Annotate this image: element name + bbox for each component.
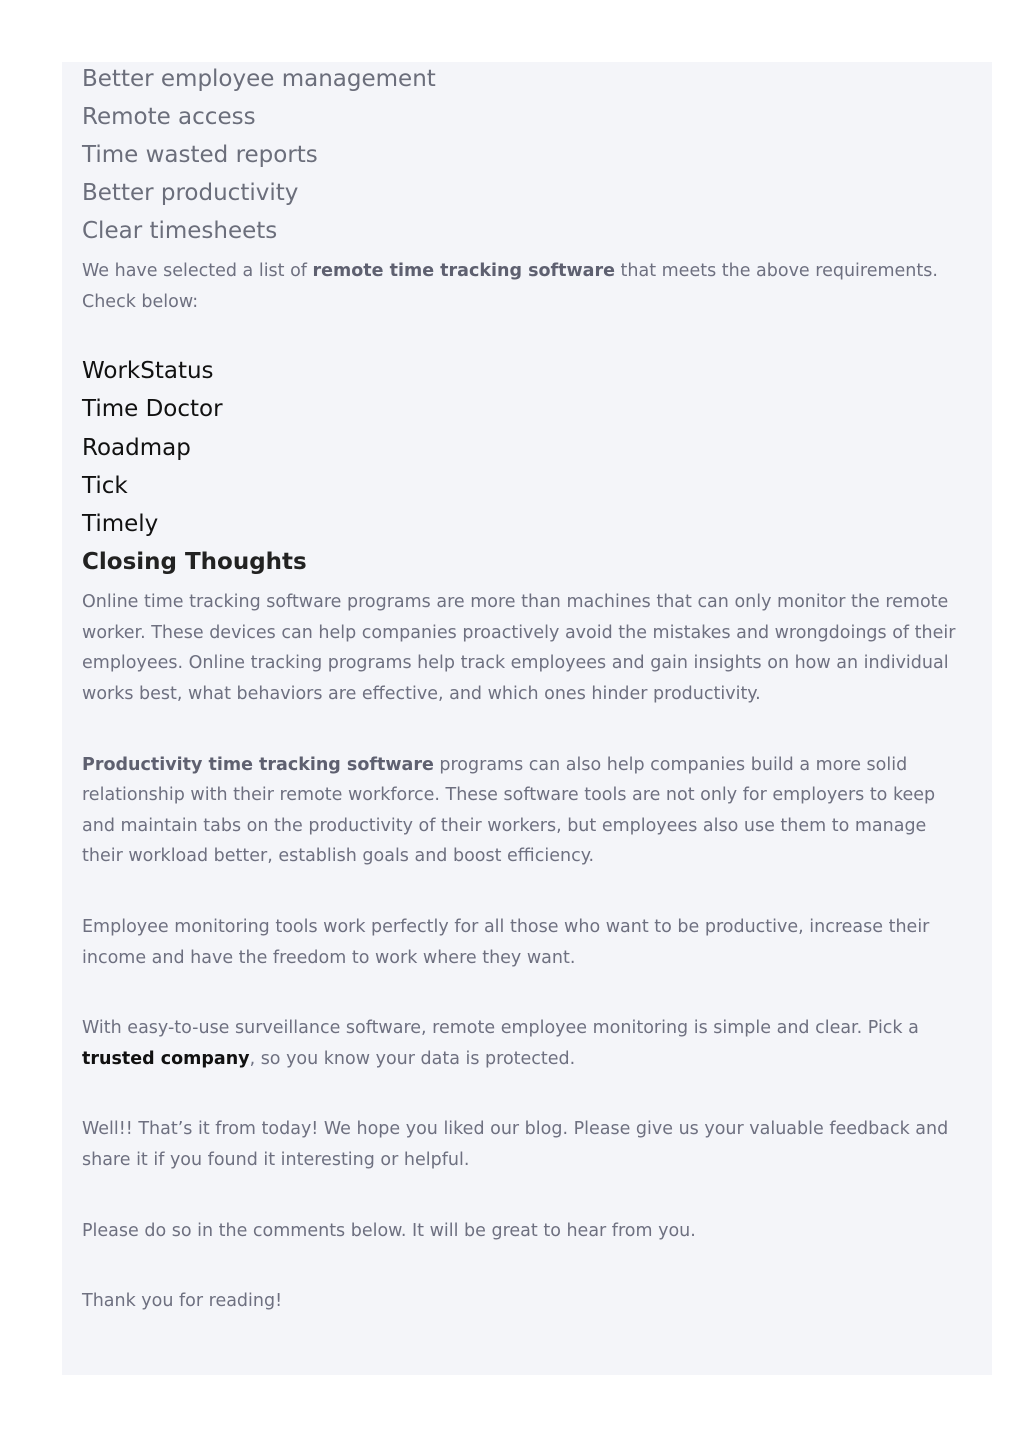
list-item: Time wasted reports bbox=[82, 142, 318, 168]
closing-paragraph-5: Well!! That’s it from today! We hope you liked our blog. Please give us your valuable feedback and share it if you found it interesting or helpful. bbox=[82, 1119, 949, 1170]
intro-text-end: that meets the above requirements. Check below: bbox=[82, 261, 938, 312]
software-item: Roadmap bbox=[82, 434, 191, 461]
intro-bold-text: remote time tracking software bbox=[312, 261, 615, 281]
closing-paragraph-1: Online time tracking software programs are more than machines that can only monitor the remote worker. These devices can help companies proactively avoid the mistakes and wrongdoings of their employees. Online tracking programs help track employees and gain insights on how an individual works best, what behaviors are effective, and which ones hinder productivity. bbox=[82, 592, 956, 704]
software-item: WorkStatus bbox=[82, 358, 214, 385]
paragraph-bold-text: Productivity time tracking software bbox=[82, 754, 434, 775]
trusted-company-link[interactable]: trusted company bbox=[82, 1048, 250, 1069]
list-item: Better productivity bbox=[82, 180, 299, 206]
paragraph-text: programs can also help companies build a more solid relationship with their remote workforce. These software tools are not only for employers to keep and maintain tabs on the productivity of their workers, but employees also use them to manage their workload better, establish goals and boost efficiency. bbox=[82, 754, 936, 867]
software-item: Timely bbox=[82, 511, 159, 537]
paragraph-text: With easy-to-use surveillance software, remote employee monitoring is simple and clear. Pick a bbox=[82, 1018, 919, 1039]
article-body bbox=[62, 62, 992, 1375]
closing-paragraph-2 bbox=[82, 750, 972, 872]
closing-paragraph-4 bbox=[82, 1013, 972, 1074]
software-item: Time Doctor bbox=[82, 396, 223, 423]
intro-paragraph bbox=[82, 256, 972, 317]
feature-list bbox=[82, 60, 972, 250]
closing-paragraph-6: Please do so in the comments below. It will be great to hear from you. bbox=[82, 1220, 696, 1241]
paragraph-text-end: , so you know your data is protected. bbox=[249, 1048, 576, 1069]
closing-heading: Closing Thoughts bbox=[82, 549, 307, 576]
list-item: Better employee management bbox=[82, 66, 436, 92]
software-item: Tick bbox=[82, 472, 128, 499]
closing-paragraph-3: Employee monitoring tools work perfectly for all those who want to be productive, increase their income and have the freedom to work where they want. bbox=[82, 916, 930, 968]
intro-text: We have selected a list of bbox=[82, 261, 313, 281]
list-item: Remote access bbox=[82, 104, 256, 130]
list-item: Clear timesheets bbox=[82, 218, 278, 244]
closing-paragraph-7: Thank you for reading! bbox=[82, 1291, 283, 1312]
software-list bbox=[82, 352, 972, 543]
